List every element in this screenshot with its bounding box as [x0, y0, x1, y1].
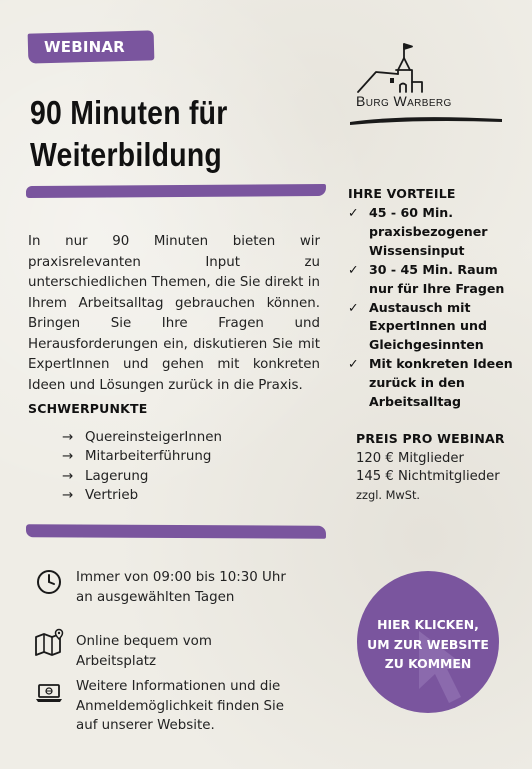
list-item-line: praxisbezogener — [369, 223, 488, 239]
schwerpunkte-heading: SCHWERPUNKTE — [28, 401, 148, 416]
list-item-line: nur für Ihre Fragen — [369, 280, 505, 296]
info-more — [34, 677, 296, 736]
page-title — [30, 92, 288, 176]
list-item-line: Wissensinput — [369, 242, 465, 258]
map-icon — [34, 628, 66, 656]
laptop-icon — [34, 677, 66, 705]
vorteile-heading: IHRE VORTEILE — [348, 186, 456, 201]
checkmark-icon: ✓ — [348, 261, 359, 277]
list-item — [348, 261, 518, 299]
list-item — [62, 486, 222, 505]
info-time-line-2: an ausgewählten Tagen — [76, 589, 235, 605]
list-item — [62, 447, 222, 466]
info-more-text — [76, 677, 296, 736]
arrow-right-icon: → — [62, 487, 74, 503]
cta-line-1: HIER KLICKEN, — [377, 617, 479, 632]
price-non-members: 145 € Nichtmitglieder — [356, 469, 500, 484]
info-time-line-1: Immer von 09:00 bis 10:30 Uhr — [76, 570, 286, 585]
intro-paragraph: In nur 90 Minuten bieten wir praxisrelevanten Input zu unterschiedlichen Themen, die Sie direkt in Ihrem Arbeitsalltag gebrauchen können. Bringen Sie Ihre Fragen und Herausforderungen ein, diskutieren Sie mit ExpertInnen und gehen mit konkreten Ideen und Lösungen zurück in die Praxis. — [28, 234, 320, 393]
clock-icon — [34, 568, 66, 596]
list-item — [62, 428, 222, 447]
info-place-text: Online bequem vom Arbeitsplatz — [76, 634, 212, 669]
page-title-line-2: Weiterbildung — [30, 136, 223, 173]
info-time-text — [76, 568, 296, 607]
info-more-line-3: auf unserer Website. — [76, 718, 215, 733]
list-item-label: Lagerung — [85, 468, 149, 484]
list-item-label — [369, 261, 504, 299]
price-members: 120 € Mitglieder — [356, 451, 464, 466]
divider-brush-bottom — [26, 524, 326, 539]
cta-line-3: ZU KOMMEN — [384, 656, 472, 671]
list-item-line: ExpertInnen und — [369, 318, 487, 334]
list-item-line: Austausch mit — [369, 299, 471, 315]
list-item-label: Vertrieb — [85, 487, 139, 503]
price-tax-note: zzgl. MwSt. — [356, 488, 421, 502]
info-more-line-1: Weitere Informationen und die — [76, 679, 281, 694]
list-item-label — [369, 355, 513, 412]
arrow-right-icon: → — [62, 430, 74, 445]
burg-warberg-logo — [346, 40, 506, 132]
list-item-line: Mit konkreten Ideen — [369, 356, 513, 372]
checkmark-icon: ✓ — [348, 356, 359, 372]
schwerpunkte-list — [62, 428, 222, 505]
webinar-badge-label: WEBINAR — [44, 38, 125, 56]
list-item — [348, 299, 518, 356]
info-time — [34, 568, 296, 607]
list-item-line: Arbeitsalltag — [369, 394, 462, 410]
website-link-button[interactable] — [357, 571, 499, 713]
website-link-label — [357, 615, 499, 674]
arrow-right-icon: → — [62, 468, 74, 484]
page-title-line-1: 90 Minuten für — [30, 94, 228, 131]
preis-heading: PREIS PRO WEBINAR — [356, 431, 505, 446]
checkmark-icon: ✓ — [348, 299, 359, 315]
list-item-label: QuereinsteigerInnen — [85, 430, 222, 445]
vorteile-list — [348, 204, 518, 412]
list-item-label: Mitarbeiterführung — [85, 449, 212, 465]
info-place — [34, 628, 296, 671]
divider-brush-top — [26, 184, 326, 198]
list-item-label — [369, 299, 487, 356]
arrow-right-icon: → — [62, 449, 74, 465]
list-item — [348, 204, 518, 261]
list-item-line: 45 - 60 Min. — [369, 205, 454, 220]
checkmark-icon: ✓ — [348, 205, 359, 220]
list-item-line: 30 - 45 Min. Raum — [369, 261, 498, 277]
list-item-line: zurück in den — [369, 375, 465, 391]
list-item-line: Gleichgesinnten — [369, 337, 484, 353]
list-item — [348, 355, 518, 412]
burg-warberg-logo-text: Burg Warberg — [356, 93, 452, 109]
list-item-label — [369, 204, 487, 261]
list-item — [62, 467, 222, 486]
cta-line-2: UM ZUR WEBSITE — [367, 636, 489, 652]
info-more-line-2: Anmeldemöglichkeit finden Sie — [76, 698, 285, 714]
